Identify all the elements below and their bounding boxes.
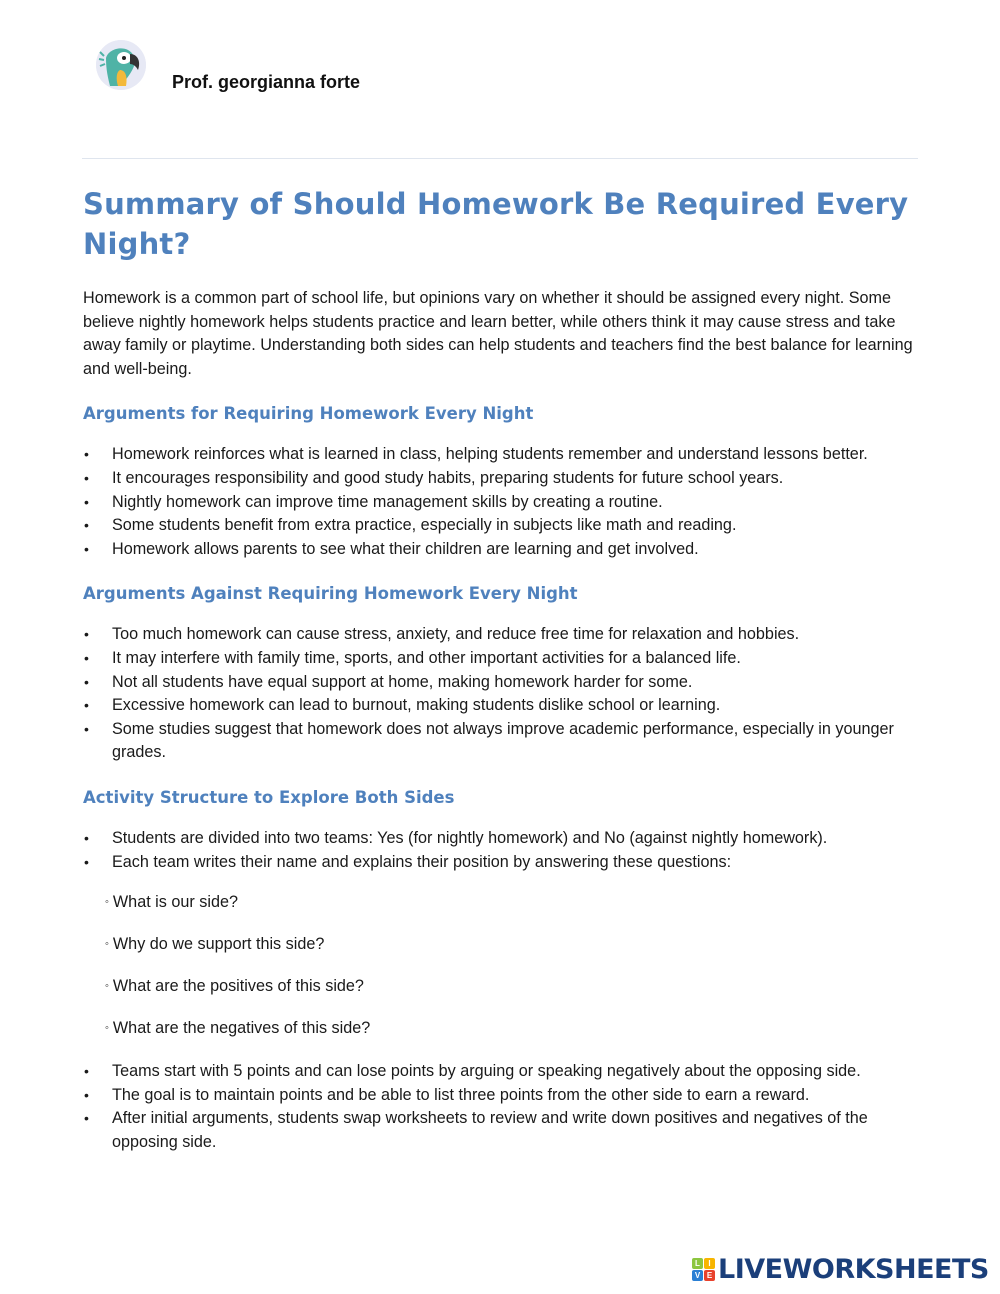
sub-item-text: What are the negatives of this side? (112, 1019, 371, 1038)
sub-bullet-icon: ◦ (105, 980, 109, 993)
list-item (83, 623, 923, 647)
bullet-icon: • (84, 673, 89, 690)
list-item-text: Each team writes their name and explains their position by answering these questions: (112, 852, 732, 871)
logo-letter-l: L (692, 1258, 703, 1269)
sub-list-item (105, 975, 923, 1000)
sub-bullet-icon: ◦ (105, 896, 109, 909)
list-item (83, 514, 923, 538)
sub-list-item (105, 891, 923, 916)
sub-item-text: What is our side? (112, 893, 238, 912)
liveworksheets-logo[interactable] (692, 1254, 989, 1284)
bullet-icon: • (84, 829, 89, 846)
list-item (83, 827, 923, 851)
live-logo-icon (692, 1258, 715, 1281)
arguments-against-list (83, 623, 923, 765)
bullet-icon: • (84, 1063, 89, 1080)
list-item (83, 671, 923, 695)
parrot-avatar-icon (96, 40, 146, 90)
list-item-text: After initial arguments, students swap worksheets to review and write down positives and negatives of the opposing side. (112, 1109, 868, 1151)
list-item-text: Not all students have equal support at home, making homework harder for some. (112, 672, 693, 691)
sub-list-item (105, 933, 923, 958)
list-item-text: It may interfere with family time, sports, and other important activities for a balanced life. (112, 648, 741, 667)
list-item-text: Some studies suggest that homework does not always improve academic performance, especially in younger grades. (112, 719, 894, 762)
list-item-text: Homework reinforces what is learned in class, helping students remember and understand lessons better. (112, 445, 868, 464)
list-item (83, 718, 923, 765)
list-item-text: The goal is to maintain points and be able to list three points from the other side to earn a reward. (112, 1085, 810, 1104)
section-heading-activity: Activity Structure to Explore Both Sides (83, 787, 455, 807)
section-heading-for: Arguments for Requiring Homework Every Night (83, 404, 534, 424)
logo-letter-e: E (704, 1270, 715, 1281)
bullet-icon: • (84, 626, 89, 643)
activity-list (83, 827, 923, 874)
list-item (83, 647, 923, 671)
document-body (83, 184, 923, 1154)
bullet-icon: • (84, 853, 89, 870)
list-item (83, 467, 923, 491)
list-item (83, 538, 923, 562)
header-divider (82, 158, 918, 159)
author-name: Prof. georgianna forte (172, 72, 361, 92)
list-item (83, 1084, 923, 1108)
list-item-text: Excessive homework can lead to burnout, making students dislike school or learning. (112, 696, 721, 715)
list-item (83, 491, 923, 515)
bullet-icon: • (84, 1110, 89, 1127)
sub-item-text: Why do we support this side? (112, 935, 325, 954)
bullet-icon: • (84, 446, 89, 463)
bullet-icon: • (84, 697, 89, 714)
list-item-text: It encourages responsibility and good study habits, preparing students for future school years. (112, 468, 784, 487)
list-item (83, 443, 923, 467)
list-item-text: Some students benefit from extra practice, especially in subjects like math and reading. (112, 516, 737, 535)
logo-letter-v: V (692, 1270, 703, 1281)
logo-letter-i: I (704, 1258, 715, 1269)
list-item-text: Too much homework can cause stress, anxiety, and reduce free time for relaxation and hobbies. (112, 625, 800, 644)
list-item (83, 1060, 923, 1084)
sub-list-item (105, 1017, 923, 1042)
bullet-icon: • (84, 649, 89, 666)
list-item-text: Nightly homework can improve time management skills by creating a routine. (112, 492, 663, 511)
bullet-icon: • (84, 493, 89, 510)
list-item (83, 1107, 923, 1154)
bullet-icon: • (84, 517, 89, 534)
list-item-text: Homework allows parents to see what their children are learning and get involved. (112, 539, 699, 558)
sub-item-text: What are the positives of this side? (112, 977, 364, 996)
intro-paragraph: Homework is a common part of school life, but opinions vary on whether it should be assigned every night. Some believe nightly homework helps students practice and learn better, while others think it may cause stress and take away family or playtime. Understanding both sides can help students and teachers find the best balance for learning and well-being. (83, 289, 913, 378)
activity-rules-list (83, 1060, 923, 1154)
list-item (83, 851, 923, 875)
sub-bullet-icon: ◦ (105, 938, 109, 951)
page-title: Summary of Should Homework Be Required Every Night? (83, 187, 909, 261)
page-header (82, 38, 918, 108)
logo-text: LIVEWORKSHEETS (718, 1253, 989, 1285)
list-item-text: Teams start with 5 points and can lose points by arguing or speaking negatively about the opposing side. (112, 1062, 861, 1081)
list-item (83, 694, 923, 718)
bullet-icon: • (84, 720, 89, 737)
section-heading-against: Arguments Against Requiring Homework Every Night (83, 584, 578, 604)
bullet-icon: • (84, 1086, 89, 1103)
bullet-icon: • (84, 469, 89, 486)
bullet-icon: • (84, 540, 89, 557)
arguments-for-list (83, 443, 923, 561)
list-item-text: Students are divided into two teams: Yes (for nightly homework) and No (against nightly homework). (112, 828, 828, 847)
sub-bullet-icon: ◦ (105, 1022, 109, 1035)
